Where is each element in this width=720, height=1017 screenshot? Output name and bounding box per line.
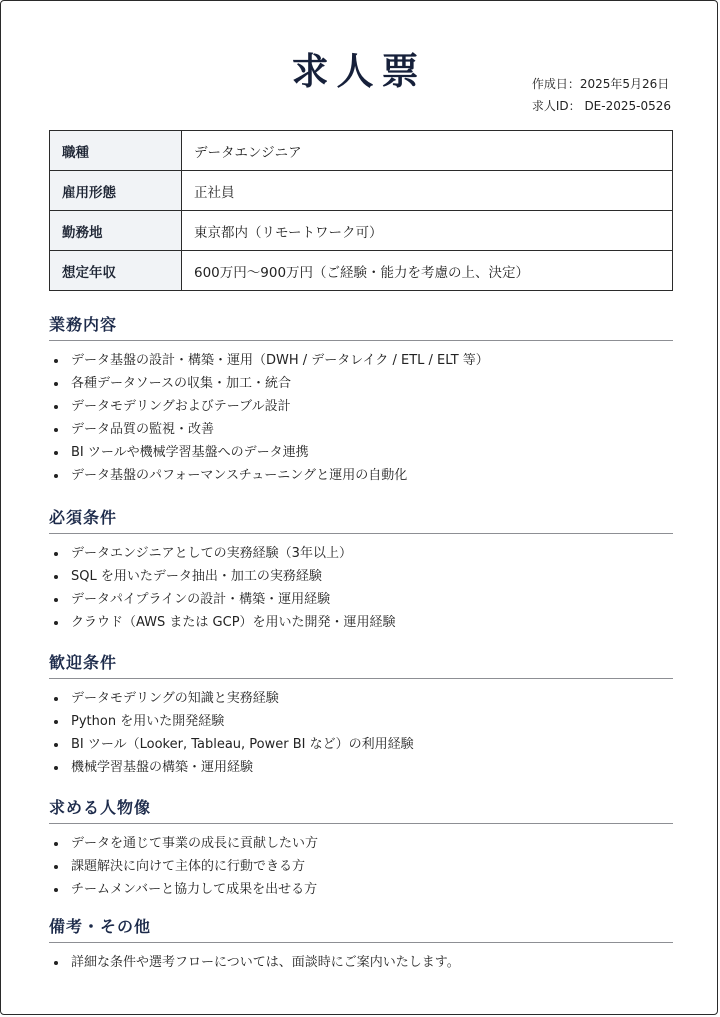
table-row <box>50 171 673 211</box>
job-info-table <box>49 130 673 291</box>
list-item: クラウド（AWS または GCP）を用いた開発・運用経験 <box>49 611 673 634</box>
section-duties <box>49 312 673 487</box>
table-row <box>50 131 673 171</box>
info-value: 正社員 <box>182 171 673 211</box>
info-value: 東京都内（リモートワーク可） <box>182 211 673 251</box>
section-title: 求める人物像 <box>49 795 673 824</box>
section-notes <box>49 914 673 974</box>
info-key: 職種 <box>50 131 182 171</box>
notes-list <box>49 951 673 974</box>
info-key: 勤務地 <box>50 211 182 251</box>
list-item: 詳細な条件や選考フローについては、面談時にご案内いたします。 <box>49 951 673 974</box>
document-title: 求人票 <box>291 50 427 93</box>
list-item: 機械学習基盤の構築・運用経験 <box>49 756 673 779</box>
job-id: 求人ID： DE-2025-0526 <box>531 99 671 113</box>
table-row <box>50 211 673 251</box>
section-title: 業務内容 <box>49 312 673 341</box>
info-key: 想定年収 <box>50 251 182 291</box>
section-persona <box>49 795 673 901</box>
list-item: データエンジニアとしての実務経験（3年以上） <box>49 542 673 565</box>
welcome-list <box>49 687 673 779</box>
section-title: 必須条件 <box>49 505 673 534</box>
list-item: Python を用いた開発経験 <box>49 710 673 733</box>
document-meta <box>532 73 671 117</box>
list-item: データパイプラインの設計・構築・運用経験 <box>49 588 673 611</box>
info-value: データエンジニア <box>182 131 673 171</box>
list-item: 課題解決に向けて主体的に行動できる方 <box>49 855 673 878</box>
info-value: 600万円〜900万円（ご経験・能力を考慮の上、決定） <box>182 251 673 291</box>
list-item: データ基盤の設計・構築・運用（DWH / データレイク / ETL / ELT 等） <box>49 349 673 372</box>
list-item: データを通じて事業の成長に貢献したい方 <box>49 832 673 855</box>
duties-list <box>49 349 673 487</box>
list-item: SQL を用いたデータ抽出・加工の実務経験 <box>49 565 673 588</box>
list-item: チームメンバーと協力して成果を出せる方 <box>49 878 673 901</box>
list-item: データモデリングおよびテーブル設計 <box>49 395 673 418</box>
section-title: 備考・その他 <box>49 914 673 943</box>
table-row <box>50 251 673 291</box>
section-required <box>49 505 673 634</box>
required-list <box>49 542 673 634</box>
list-item: BI ツールや機械学習基盤へのデータ連携 <box>49 441 673 464</box>
info-key: 雇用形態 <box>50 171 182 211</box>
created-date: 作成日：2025年5月26日 <box>531 77 670 91</box>
list-item: データモデリングの知識と実務経験 <box>49 687 673 710</box>
persona-list <box>49 832 673 901</box>
list-item: データ基盤のパフォーマンスチューニングと運用の自動化 <box>49 464 673 487</box>
list-item: データ品質の監視・改善 <box>49 418 673 441</box>
list-item: BI ツール（Looker, Tableau, Power BI など）の利用経験 <box>49 733 673 756</box>
section-title: 歓迎条件 <box>49 650 673 679</box>
section-welcome <box>49 650 673 779</box>
list-item: 各種データソースの収集・加工・統合 <box>49 372 673 395</box>
